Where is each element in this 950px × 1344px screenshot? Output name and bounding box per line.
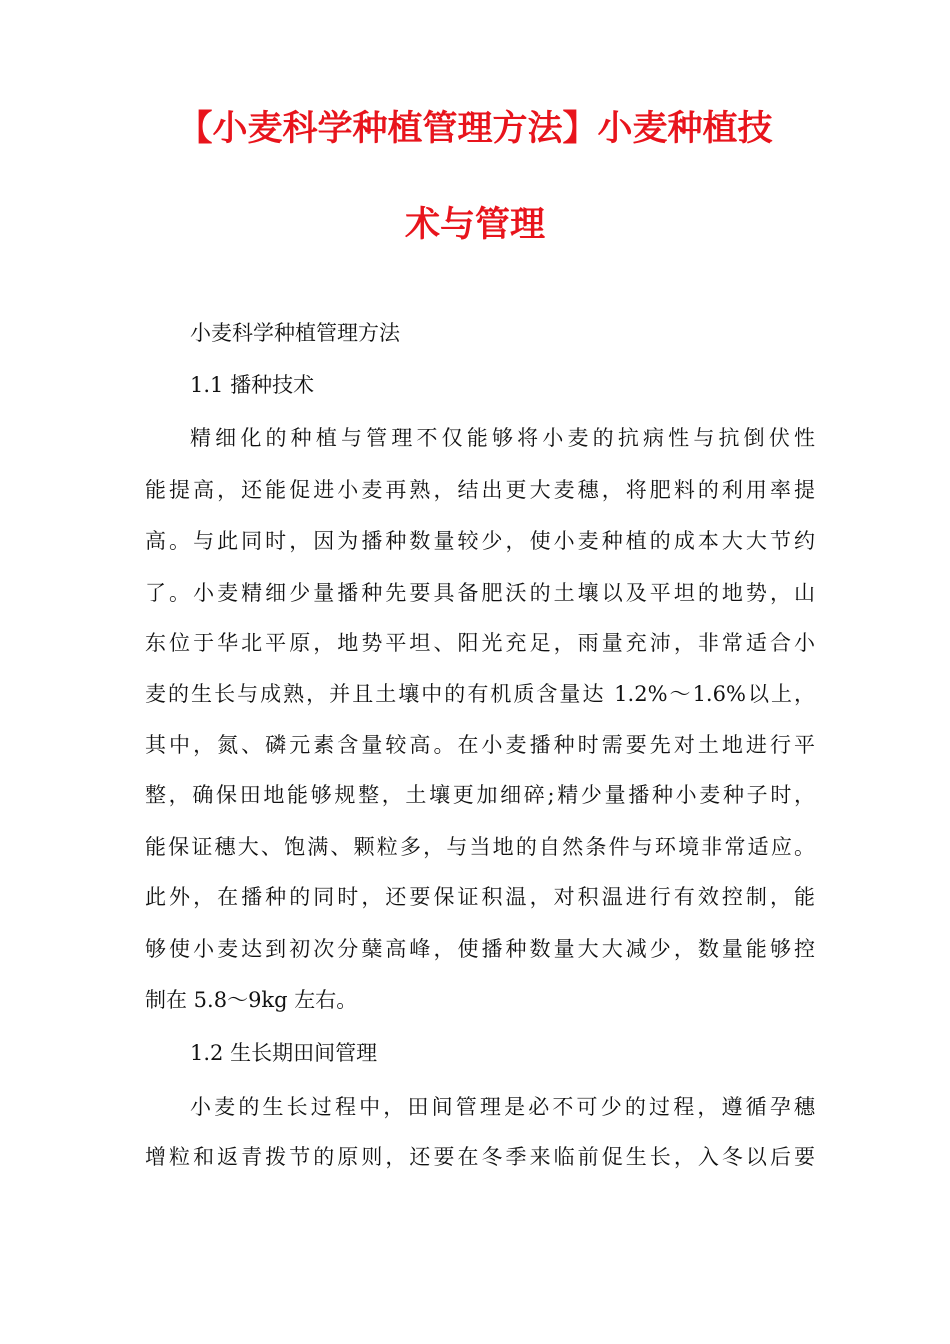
paragraph-line: 增粒和返青拨节的原则，还要在冬季来临前促生长，入冬以后要 [145,1145,815,1169]
paragraph-line: 东位于华北平原，地势平坦、阳光充足，雨量充沛，非常适合小 [145,631,815,655]
paragraph-line: 了。小麦精细少量播种先要具备肥沃的土壤以及平坦的地势，山 [145,581,815,605]
paragraph-line: 够使小麦达到初次分蘖高峰，使播种数量大大减少，数量能够控 [145,937,815,961]
paragraph-line: 精细化的种植与管理不仅能够将小麦的抗病性与抗倒伏性 [190,426,815,450]
paragraph-line: 制在 5.8～9kg 左右。 [145,988,358,1012]
paragraph-line: 小麦的生长过程中，田间管理是必不可少的过程，遵循孕穗 [190,1095,815,1119]
paragraph-line: 整，确保田地能够规整，土壤更加细碎;精少量播种小麦种子时， [145,783,815,807]
paragraph-line: 此外，在播种的同时，还要保证积温，对积温进行有效控制，能 [145,885,815,909]
section-heading-main: 小麦科学种植管理方法 [190,321,400,345]
document-title-line-1: 【小麦科学种植管理方法】小麦种植技 [177,109,773,149]
section-heading-1-2: 1.2 生长期田间管理 [190,1041,378,1065]
document-title-line-2: 术与管理 [404,205,545,245]
paragraph-line: 其中，氮、磷元素含量较高。在小麦播种时需要先对土地进行平 [145,733,815,757]
paragraph-line: 高。与此同时，因为播种数量较少，使小麦种植的成本大大节约 [145,529,815,553]
section-heading-1-1: 1.1 播种技术 [190,373,315,397]
paragraph-line: 能保证穗大、饱满、颗粒多，与当地的自然条件与环境非常适应。 [145,835,815,859]
paragraph-line: 能提高，还能促进小麦再熟，结出更大麦穗，将肥料的利用率提 [145,478,815,502]
paragraph-line: 麦的生长与成熟，并且土壤中的有机质含量达 1.2%～1.6%以上， [145,682,815,706]
